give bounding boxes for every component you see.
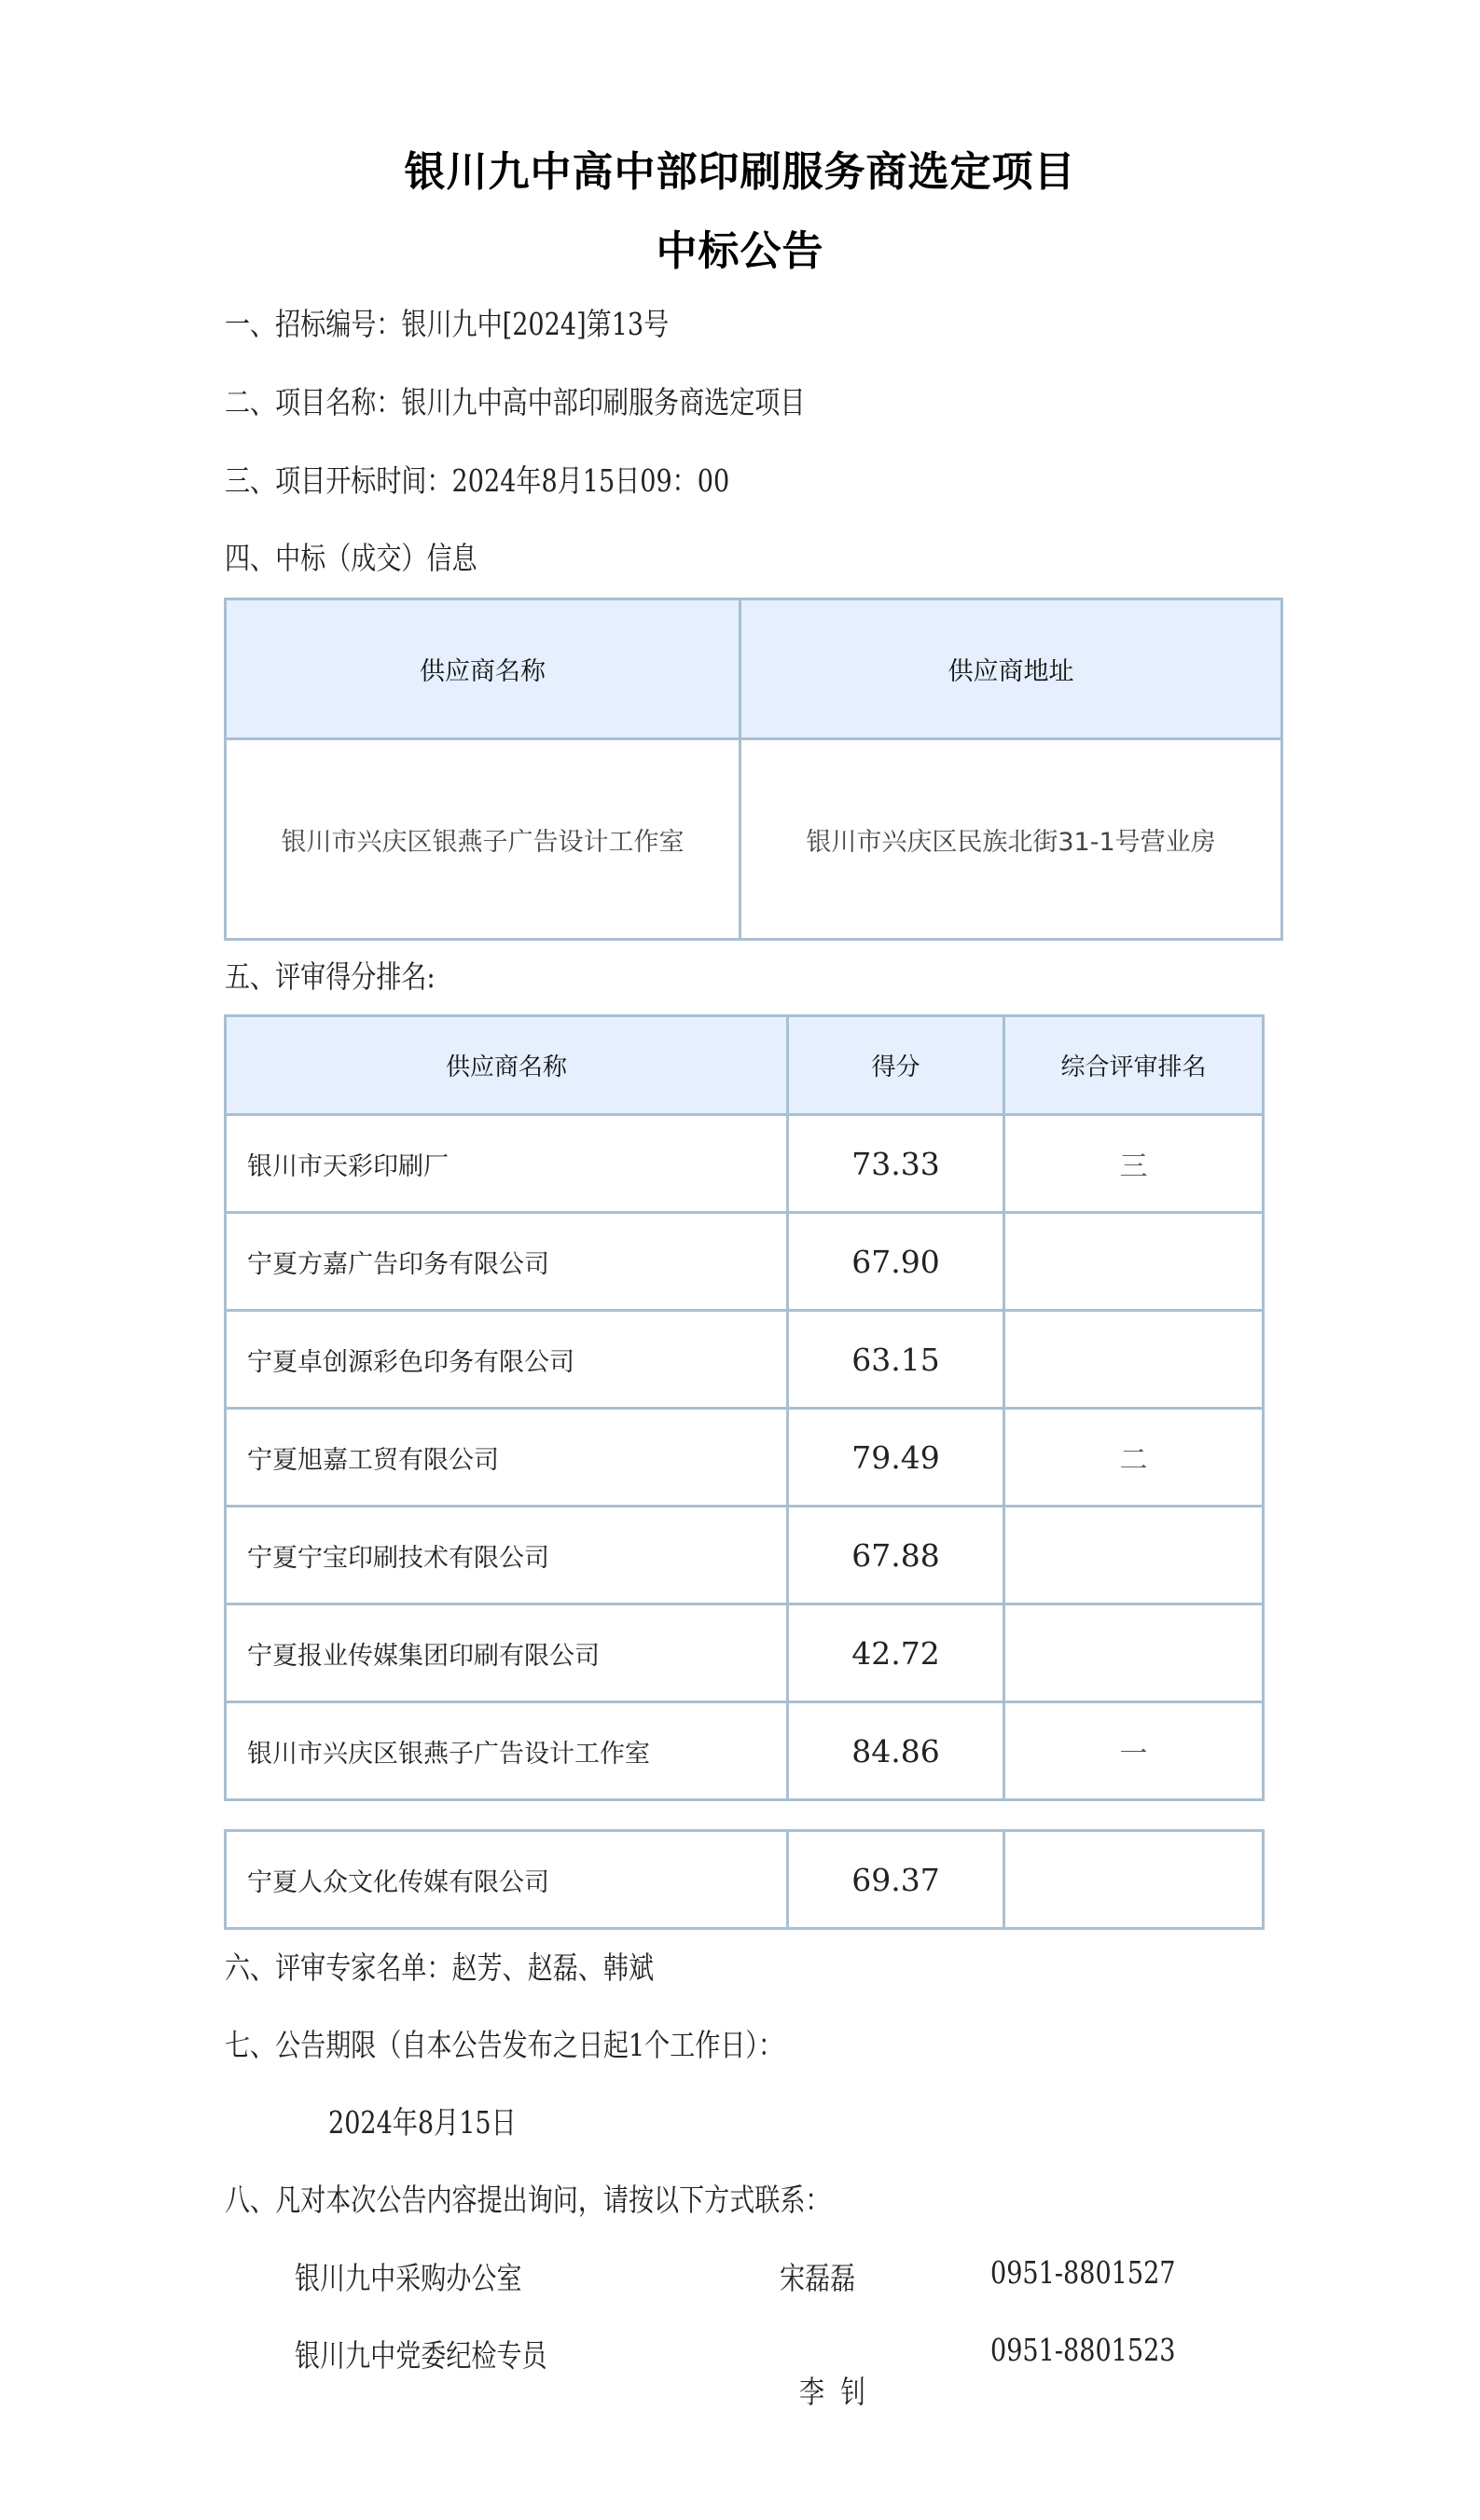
- contact-phone: 0951-8801527: [990, 2254, 1176, 2291]
- contact-dept: 银川九中党委纪检专员: [295, 2337, 547, 2374]
- supplier-name: 宁夏人众文化传媒有限公司: [226, 1831, 788, 1929]
- winner-name: 银川市兴庆区银燕子广告设计工作室: [226, 739, 740, 940]
- supplier-rank: 二: [1004, 1409, 1264, 1507]
- supplier-score: 63.15: [788, 1311, 1004, 1409]
- table-row: [226, 1213, 1264, 1311]
- section-bid-number: 一、招标编号：银川九中[2024]第13号: [225, 306, 670, 342]
- supplier-rank: 一: [1004, 1702, 1264, 1800]
- contact-person-wrap: [780, 2332, 880, 2412]
- table-row: [226, 1507, 1264, 1604]
- supplier-name: 银川市兴庆区银燕子广告设计工作室: [226, 1702, 788, 1800]
- table-row: [226, 1409, 1264, 1507]
- winner-address: 银川市兴庆区民族北街31-1号营业房: [740, 739, 1282, 940]
- score-table: [224, 1014, 1265, 1801]
- section-notice-period: 七、公告期限（自本公告发布之日起1个工作日）：: [225, 2027, 784, 2063]
- table-row: [226, 1831, 1264, 1929]
- supplier-rank: [1004, 1831, 1264, 1929]
- supplier-rank: 三: [1004, 1115, 1264, 1213]
- supplier-name: 银川市天彩印刷厂: [226, 1115, 788, 1213]
- contact-dept: 银川九中采购办公室: [295, 2260, 522, 2296]
- table-row: [226, 1702, 1264, 1800]
- notice-date: 2024年8月15日: [328, 2104, 517, 2141]
- supplier-score: 42.72: [788, 1604, 1004, 1702]
- document-subtitle: 中标公告: [656, 227, 824, 275]
- supplier-name: 宁夏报业传媒集团印刷有限公司: [226, 1604, 788, 1702]
- supplier-score: 84.86: [788, 1702, 1004, 1800]
- section-winner-info: 四、中标（成交）信息: [225, 540, 477, 576]
- supplier-score: 73.33: [788, 1115, 1004, 1213]
- supplier-name: 宁夏方嘉广告印务有限公司: [226, 1213, 788, 1311]
- supplier-score: 79.49: [788, 1409, 1004, 1507]
- supplier-name: 宁夏宁宝印刷技术有限公司: [226, 1507, 788, 1604]
- contact-person: 宋磊磊: [780, 2260, 856, 2296]
- supplier-score: 67.88: [788, 1507, 1004, 1604]
- contact-phone-wrap: [990, 2332, 1216, 2368]
- section-opening-time: 三、项目开标时间：2024年8月15日09：00: [225, 462, 730, 499]
- supplier-name: 宁夏旭嘉工贸有限公司: [226, 1409, 788, 1507]
- table-row: [226, 1115, 1264, 1213]
- contact-phone: 0951-8801523: [990, 2332, 1176, 2368]
- table-row: [226, 1604, 1264, 1702]
- contact-row: [295, 2332, 602, 2375]
- supplier-rank: [1004, 1213, 1264, 1311]
- table-row: [226, 739, 1282, 940]
- contact-person-wrap: [780, 2254, 872, 2298]
- winner-table: [224, 598, 1283, 941]
- contact-phone-wrap: [990, 2254, 1216, 2291]
- header-supplier-address: 供应商地址: [740, 599, 1282, 739]
- header-supplier-name: 供应商名称: [226, 599, 740, 739]
- section-experts: 六、评审专家名单：赵芳、赵磊、韩斌: [225, 1949, 655, 1986]
- contact-row: [295, 2254, 572, 2298]
- section-score-ranking: 五、评审得分排名:: [225, 958, 436, 995]
- supplier-score: 67.90: [788, 1213, 1004, 1311]
- supplier-rank: [1004, 1604, 1264, 1702]
- score-table-continued: [224, 1829, 1265, 1930]
- header-rank: 综合评审排名: [1004, 1016, 1264, 1115]
- header-supplier-name: 供应商名称: [226, 1016, 788, 1115]
- winner-table-header: [226, 599, 1282, 739]
- section-project-name: 二、项目名称：银川九中高中部印刷服务商选定项目: [225, 384, 806, 420]
- document-title: 银川九中高中部印刷服务商选定项目: [404, 148, 1076, 196]
- score-table-header: [226, 1016, 1264, 1115]
- supplier-score: 69.37: [788, 1831, 1004, 1929]
- supplier-rank: [1004, 1507, 1264, 1604]
- supplier-rank: [1004, 1311, 1264, 1409]
- section-contact: 八、凡对本次公告内容提出询问，请按以下方式联系：: [225, 2182, 831, 2218]
- header-score: 得分: [788, 1016, 1004, 1115]
- table-row: [226, 1311, 1264, 1409]
- contact-person: 李 钊: [798, 2374, 866, 2410]
- supplier-name: 宁夏卓创源彩色印务有限公司: [226, 1311, 788, 1409]
